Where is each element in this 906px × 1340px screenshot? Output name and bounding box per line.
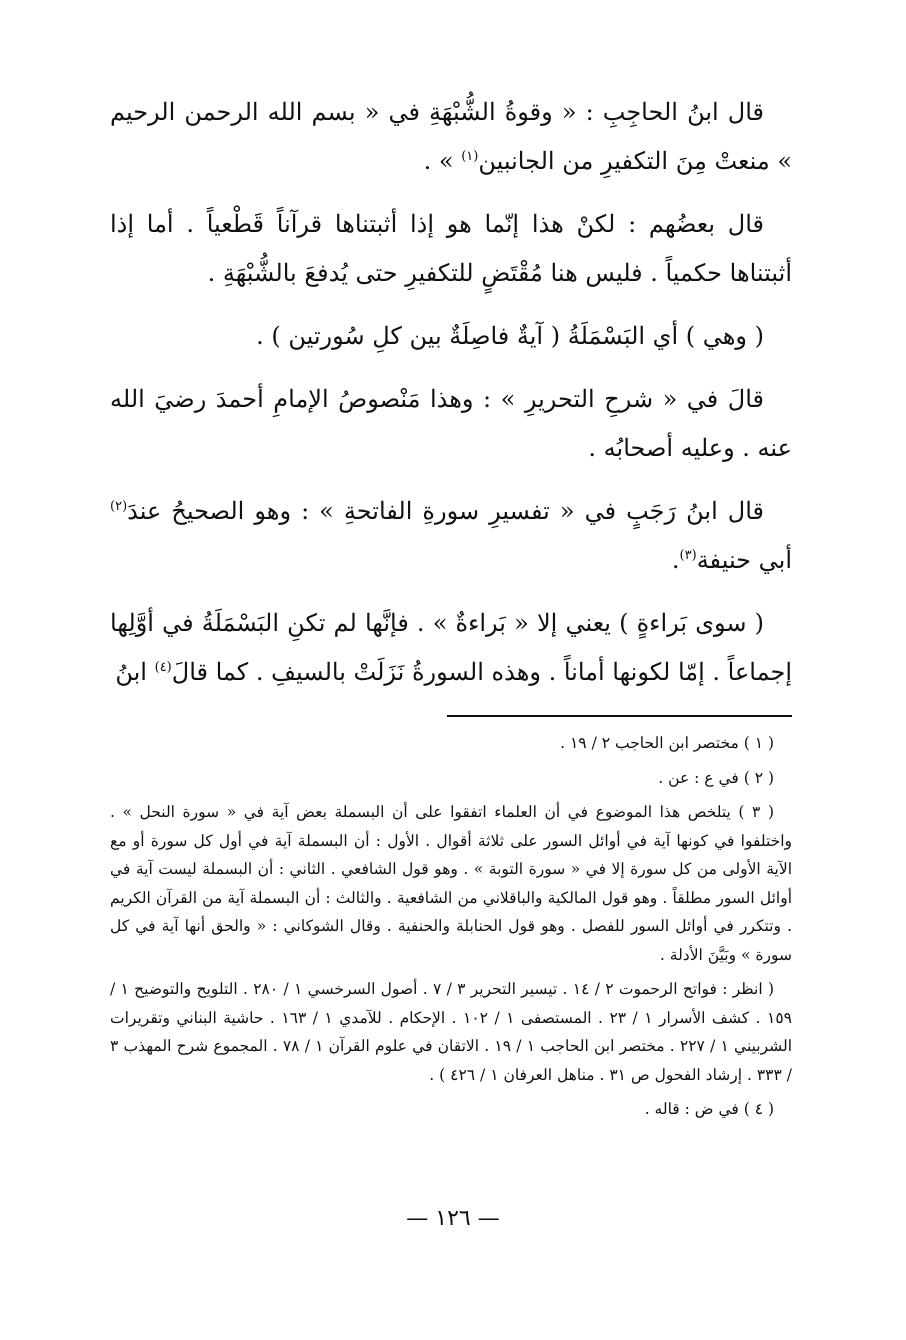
paragraph-text: ( سوى بَراءةٍ ) يعني إلا « بَراءةٌ » . فإنَّها لم تكنِ البَسْمَلَةُ في أوَّلِها إجماعاً . إمّا لكونها أماناً . وهذه السورةُ نَزَلَتْ بالسيفِ . كما قالَ [110, 609, 792, 686]
paragraph-tail: » . [423, 147, 462, 175]
paragraph-ibn-rajab [110, 487, 792, 585]
footnote-ref-4[interactable]: (٤) [154, 660, 172, 675]
footnote-ref-2[interactable]: (٢) [110, 499, 128, 514]
paragraph-some-said: قال بعضُهم : لكنْ هذا إنّما هو إذا أثبتناها قرآناً قَطْعياً . أما إذا أثبتناها حكمياً . فليس هنا مُقْتَضٍ للتكفيرِ حتى يُدفعَ بالشُّبْهَةِ . [110, 210, 792, 287]
footnote-2: ( ٢ ) في ع : عن . [658, 768, 774, 787]
paragraph-baraa [110, 599, 792, 697]
footnote-ref-1[interactable]: (١) [461, 149, 479, 164]
footnote-3: ( ٣ ) يتلخص هذا الموضوع في أن العلماء اتفقوا على أن البسملة بعض آية في « سورة النحل » . واختلفوا في كونها آية في أوائل السور على ثلاثة أقوال . الأول : أن البسملة آية في أول كل سورة أو مع الآية الأولى من كل سورة إلا في « سورة التوبة » . وهو قول الشافعي . الثاني : أن البسملة ليست آية في أوائل السور مطلقاً . وهو قول المالكية والباقلاني من الشافعية . والثالث : أن البسملة آية من القرآن الكريم . وتتكرر في أوائل السور للفصل . وهو قول الحنابلة والحنفية . وقال الشوكاني : « والحق أنها آية في كل سورة » وبَيَّنَ الأدلة . [110, 803, 792, 964]
footnote-3-references: ( انظر : فواتح الرحموت ٢ / ١٤ . تيسير التحرير ٣ / ٧ . أصول السرخسي ١ / ٢٨٠ . التلويح والتوضيح ١ / ١٥٩ . كشف الأسرار ١ / ٢٣ . المستصفى ١ / ١٠٢ . الإحكام . للآمدي ١ / ١٦٣ . حاشية البناني وتقريرات الشربيني ١ / ٢٢٧ . مختصر ابن الحاجب ١ / ١٩ . الاتقان في علوم القرآن ١ / ٧٨ . المجموع شرح المهذب ٣ / ٣٣٣ . إرشاد الفحول ص ٣١ . مناهل العرفان ١ / ٤٢٦ ) . [110, 980, 793, 1084]
paragraph-tail: ابنُ [115, 658, 155, 686]
footnote-ref-3[interactable]: (٣) [679, 548, 697, 563]
paragraph-text: قال ابنُ الحاجِبِ : « وقوةُ الشُّبْهَةِ في « بسم الله الرحمن الرحيم » منعتْ مِنَ التكفيرِ من الجانبين [110, 98, 792, 175]
footnote-4: ( ٤ ) في ض : قاله . [644, 1100, 774, 1118]
paragraph-ibn-al-hajib [110, 88, 792, 186]
footnote-divider [447, 715, 792, 717]
document-page [110, 88, 792, 1130]
paragraph-basmala-verse: ( وهي ) أي البَسْمَلَةُ ( آيةٌ فاصِلَةٌ بين كلِ سُورتين ) . [256, 322, 764, 350]
paragraph-sharh-al-tahrir: قالَ في « شرحِ التحريرِ » : وهذا مَنْصوصُ الإمامِ أحمدَ رضيَ الله عنه . وعليه أصحابُه . [110, 385, 792, 462]
paragraph-text: قال ابنُ رَجَبٍ في « تفسيرِ سورةِ الفاتحةِ » : وهو الصحيحُ عندَ [127, 497, 764, 525]
page-number: — ١٢٦ — [406, 1206, 500, 1231]
footnote-1: ( ١ ) مختصر ابن الحاجب ٢ / ١٩ . [560, 734, 774, 752]
paragraph-tail: . [671, 546, 680, 574]
paragraph-text-continued: أبي حنيفة [696, 546, 792, 574]
